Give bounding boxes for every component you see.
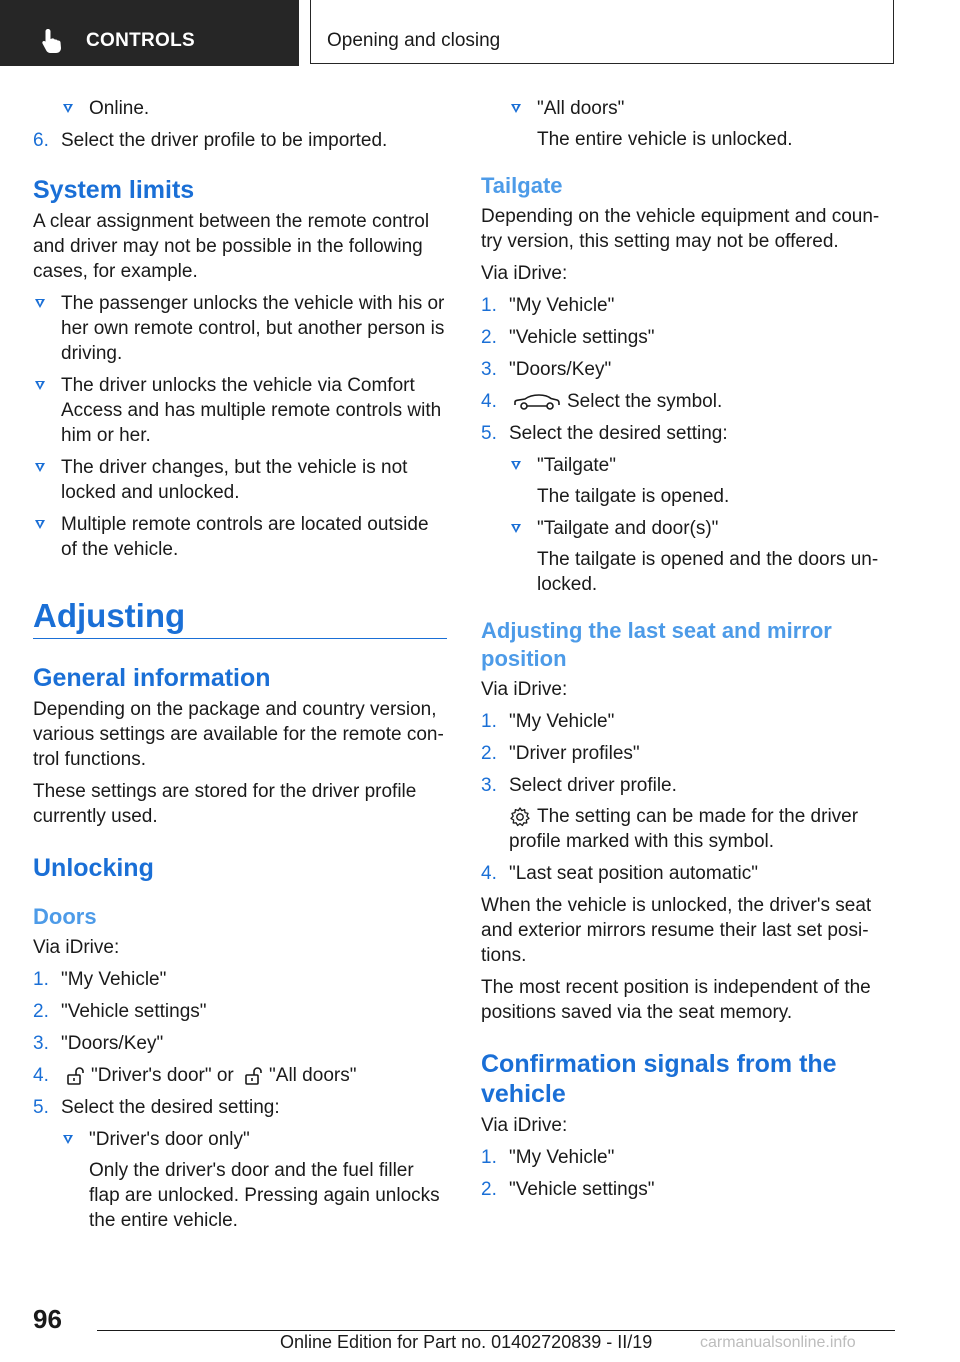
footer-divider — [97, 1330, 895, 1331]
list-item: 5. Select the desired setting: "Driver's door only" Only the driver's door and the fuel filler flap are unlocked. Pressing again unlocks the entire vehicle. — [33, 1095, 447, 1233]
doors-options-continued — [509, 96, 895, 152]
unlock-icon — [243, 1066, 263, 1086]
general-information-heading: General information — [33, 664, 271, 692]
last-seat-paragraph-1: When the vehicle is unlocked, the driver's seat and exterior mirrors resume their last set posi-tions. — [481, 895, 872, 966]
list-item: "All doors" The entire vehicle is unlocked. — [509, 96, 895, 152]
list-item: "Driver's door only" Only the driver's door and the fuel filler flap are unlocked. Pressing again unlocks the entire vehicle. — [61, 1127, 447, 1233]
left-column — [33, 96, 447, 1240]
last-seat-via: Via iDrive: — [481, 679, 568, 700]
list-item: 2. "Vehicle settings" — [481, 327, 655, 348]
list-item: 2. "Vehicle settings" — [481, 1179, 655, 1200]
list-item: "Tailgate" The tailgate is opened. — [509, 453, 895, 509]
chapter-tab — [310, 0, 894, 64]
list-item: 5. Select the desired setting: "Tailgate" The tailgate is opened. "Tailgate and door(s)" The tailgate is opened and the doors un-locked. — [481, 421, 895, 597]
tailgate-steps — [481, 293, 895, 597]
list-item: 1. "My Vehicle" — [481, 1147, 615, 1168]
confirmation-via: Via iDrive: — [481, 1115, 568, 1136]
bullet-triangle-icon — [35, 299, 45, 308]
tailgate-via: Via iDrive: — [481, 263, 568, 284]
list-item: 1. "My Vehicle" — [481, 711, 615, 732]
last-seat-heading: Adjusting the last seat and mirror position — [481, 618, 832, 671]
doors-options — [61, 1127, 447, 1233]
doors-steps — [33, 967, 447, 1233]
system-limits-bullets — [33, 291, 447, 562]
general-paragraph-1: Depending on the package and country version, various settings are available for the remote con-trol functions. — [33, 699, 444, 770]
watermark: carmanualsonline.info — [700, 1334, 856, 1351]
list-item: The driver changes, but the vehicle is not locked and unlocked. — [33, 455, 447, 505]
list-item: 3. "Doors/Key" — [481, 359, 612, 380]
list-item: "Tailgate and door(s)" The tailgate is opened and the doors un-locked. — [509, 516, 895, 597]
list-item: 3. Select driver profile. The setting can be made for the driver profile marked with this symbol. — [481, 775, 859, 852]
right-column — [481, 96, 895, 1209]
bullet-triangle-icon — [511, 524, 521, 533]
confirmation-steps — [481, 1145, 895, 1202]
system-limits-heading: System limits — [33, 176, 195, 204]
section-label: CONTROLS — [86, 30, 196, 51]
car-icon — [513, 393, 561, 411]
hand-pointer-icon — [40, 27, 66, 55]
last-seat-paragraph-2: The most recent position is independent of the positions saved via the seat memory. — [481, 977, 871, 1023]
list-item: 3. "Doors/Key" — [33, 1033, 164, 1054]
list-item: 1. "My Vehicle" — [481, 295, 615, 316]
unlock-icon — [65, 1066, 85, 1086]
chapter-label: Opening and closing — [327, 30, 501, 51]
bullet-triangle-icon — [63, 1135, 73, 1144]
section-tab — [0, 0, 299, 66]
list-item: 4. "Driver's door" or "All doors" — [33, 1065, 357, 1086]
page-header — [0, 0, 960, 66]
list-item: Online. — [61, 96, 447, 121]
doors-via: Via iDrive: — [33, 937, 120, 958]
list-item: 4. Select the symbol. — [481, 391, 723, 412]
list-item: The driver unlocks the vehicle via Comfort Access and has multiple remote controls with him or her. — [33, 373, 447, 448]
tailgate-options — [509, 453, 895, 597]
top-steps — [33, 128, 447, 153]
list-item: 2. "Driver profiles" — [481, 743, 640, 764]
tailgate-heading: Tailgate — [481, 173, 563, 198]
last-seat-steps — [481, 709, 895, 886]
page-footer — [0, 1300, 960, 1362]
bullet-triangle-icon — [35, 381, 45, 390]
adjusting-heading: Adjusting — [33, 596, 447, 639]
list-item: 2. "Vehicle settings" — [33, 1001, 207, 1022]
unlocking-heading: Unlocking — [33, 854, 154, 882]
bullet-triangle-icon — [511, 104, 521, 113]
doors-heading: Doors — [33, 904, 97, 929]
confirmation-heading: Confirmation signals from the vehicle — [481, 1050, 837, 1108]
list-item: 1. "My Vehicle" — [33, 969, 167, 990]
list-item: 4. "Last seat position automatic" — [481, 863, 759, 884]
list-item: The passenger unlocks the vehicle with his or her own remote control, but another person is driving. — [33, 291, 447, 366]
top-bullets — [61, 96, 447, 121]
page-number: 96 — [33, 1304, 62, 1334]
bullet-triangle-icon — [511, 461, 521, 470]
list-item: Multiple remote controls are located outside of the vehicle. — [33, 512, 447, 562]
list-item: 6. Select the driver profile to be imported. — [33, 130, 388, 151]
profile-gear-icon — [509, 806, 531, 828]
edition-text: Online Edition for Part no. 01402720839 - II/19 — [280, 1332, 653, 1352]
tailgate-intro: Depending on the vehicle equipment and coun-try version, this setting may not be offered. — [481, 206, 880, 252]
system-limits-intro: A clear assignment between the remote control and driver may not be possible in the following cases, for example. — [33, 211, 430, 282]
general-paragraph-2: These settings are stored for the driver profile currently used. — [33, 781, 417, 827]
bullet-triangle-icon — [63, 104, 73, 113]
bullet-triangle-icon — [35, 520, 45, 529]
bullet-triangle-icon — [35, 463, 45, 472]
